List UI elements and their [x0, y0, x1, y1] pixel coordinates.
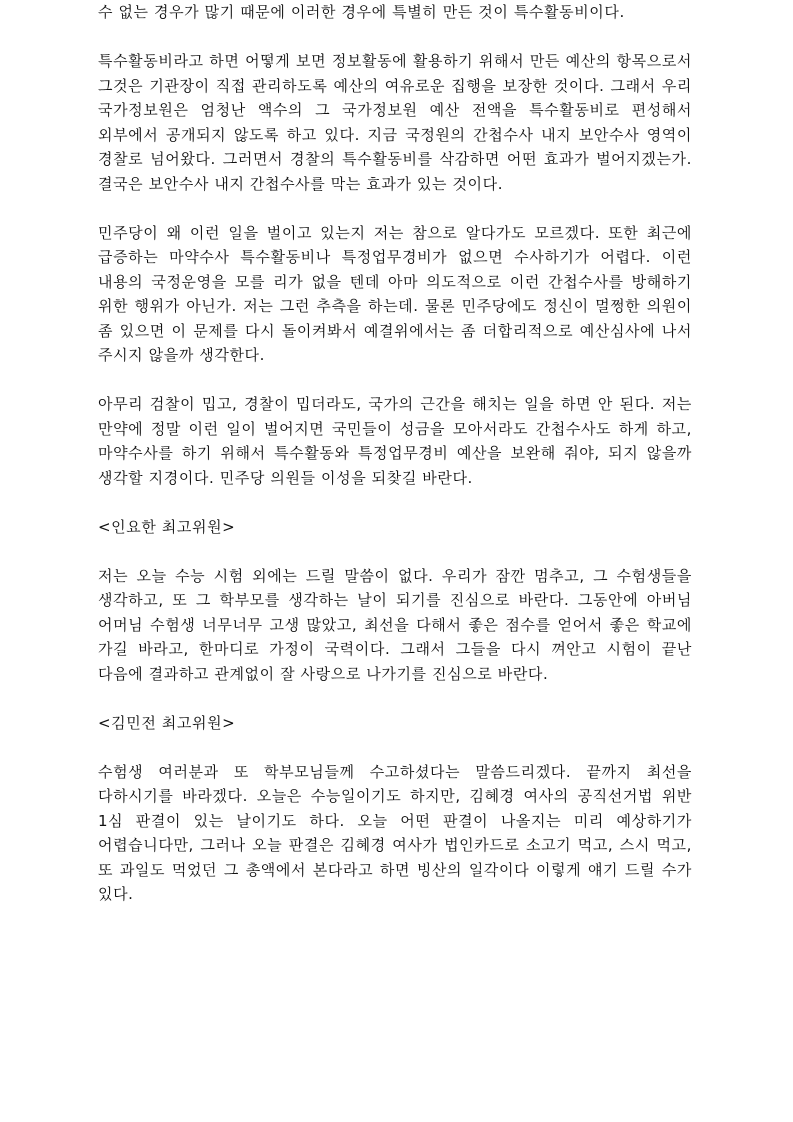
paragraph-1: 수 없는 경우가 많기 때문에 이러한 경우에 특별히 만든 것이 특수활동비이다.: [98, 3, 625, 21]
paragraph-2: 특수활동비라고 하면 어떻게 보면 정보활동에 활용하기 위해서 만든 예산의 항목으로서 그것은 기관장이 직접 관리하도록 예산의 여유로운 집행을 보장한 것이다. 그래서 우리 국가정보원은 엄청난 액수의 그 국가정보원 예산 전액을 특수활동비로 편성해서 외부에서 공개되지 않도록 하고 있다. 지금 국정원의 간첩수사 내지 보안수사 영역이 경찰로 넘어왔다. 그러면서 경찰의 특수활동비를 삭감하면 어떤 효과가 벌어지겠는가. 결국은 보안수사 내지 간첩수사를 막는 효과가 있는 것이다.: [98, 52, 692, 193]
paragraph-6: 수험생 여러분과 또 학부모님들께 수고하셨다는 말씀드리겠다. 끝까지 최선을 다하시기를 바라겠다. 오늘은 수능일이기도 하지만, 김혜경 여사의 공직선거법 위반 1심 판결이 있는 날이기도 하다. 오늘 어떤 판결이 나올지는 미리 예상하기가 어렵습니다만, 그러나 오늘 판결은 김혜경 여사가 법인카드로 소고기 먹고, 스시 먹고, 또 과일도 먹었던 그 총액에서 본다라고 하면 빙산의 일각이다 이렇게 얘기 드릴 수가 있다.: [98, 762, 692, 903]
document-page: [98, 0, 692, 931]
paragraph-3: 민주당이 왜 이런 일을 벌이고 있는지 저는 참으로 알다가도 모르겠다. 또한 최근에 급증하는 마약수사 특수활동비나 특정업무경비가 없으면 수사하기가 어렵다. 이런 내용의 국정운영을 모를 리가 없을 텐데 아마 의도적으로 이런 간첩수사를 방해하기 위한 행위가 아닌가. 저는 그런 추측을 하는데. 물론 민주당에도 정신이 멀쩡한 의원이 좀 있으면 이 문제를 다시 돌이켜봐서 예결위에서는 좀 더합리적으로 예산심사에 나서 주시지 않을까 생각한다.: [98, 223, 692, 364]
speaker-heading-in-yohan: <인요한 최고위원>: [98, 517, 236, 536]
paragraph-4: 아무리 검찰이 밉고, 경찰이 밉더라도, 국가의 근간을 해치는 일을 하면 안 된다. 저는 만약에 정말 이런 일이 벌어지면 국민들이 성금을 모아서라도 간첩수사도 하게 하고, 마약수사를 하기 위해서 특수활동와 특정업무경비 예산을 보완해 줘야, 되지 않을까 생각할 지경이다. 민주당 의원들 이성을 되찾길 바란다.: [98, 395, 692, 487]
speaker-heading-kim-minjeon: <김민전 최고위원>: [98, 713, 236, 732]
paragraph-5: 저는 오늘 수능 시험 외에는 드릴 말씀이 없다. 우리가 잠깐 멈추고, 그 수험생들을 생각하고, 또 그 학부모를 생각하는 날이 되기를 진심으로 바란다. 그동안에 아버님 어머님 수험생 너무너무 고생 많았고, 최선을 다해서 좋은 점수를 얻어서 좋은 학교에 가길 바라고, 한마디로 가정이 국력이다. 그래서 그들을 다시 껴안고 시험이 끝난 다음에 결과하고 관계없이 잘 사랑으로 나가기를 진심으로 바란다.: [98, 566, 692, 683]
